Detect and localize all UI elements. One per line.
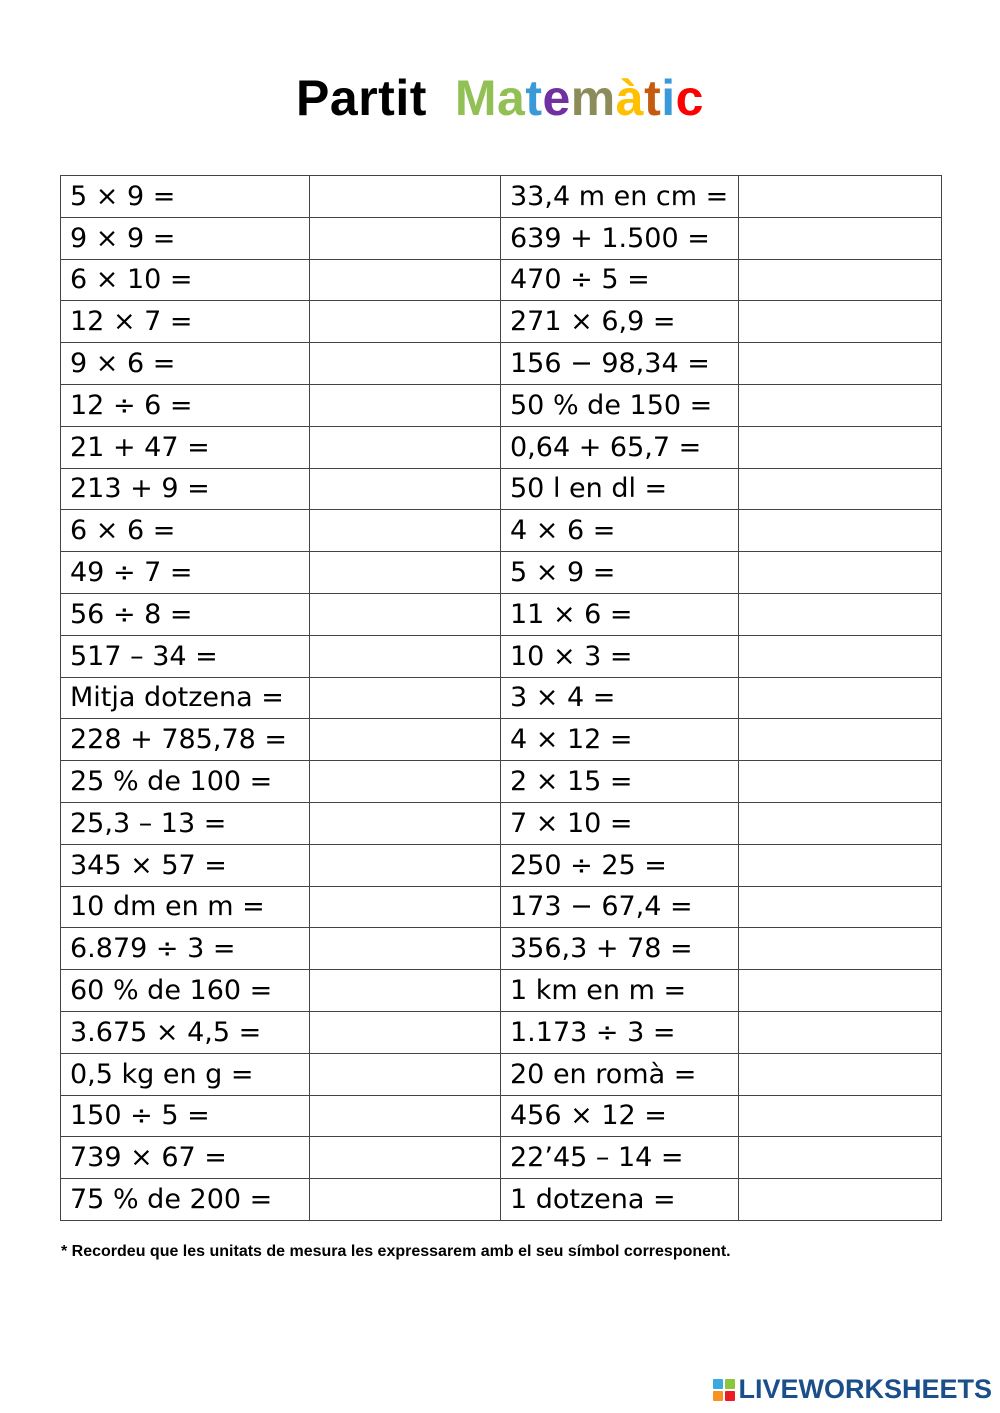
left-answer-cell[interactable] — [310, 1011, 501, 1053]
right-answer-cell[interactable] — [739, 343, 942, 385]
right-answer-cell[interactable] — [739, 468, 942, 510]
left-answer-cell[interactable] — [310, 970, 501, 1012]
left-question: 213 + 9 = — [61, 468, 310, 510]
title-word-matematic — [455, 70, 704, 126]
left-answer-cell[interactable] — [310, 886, 501, 928]
left-answer-cell[interactable] — [310, 677, 501, 719]
left-answer-cell[interactable] — [310, 426, 501, 468]
right-question: 470 ÷ 5 = — [501, 259, 739, 301]
right-answer-cell[interactable] — [739, 1095, 942, 1137]
left-answer-cell[interactable] — [310, 635, 501, 677]
left-answer-cell[interactable] — [310, 384, 501, 426]
left-answer-cell[interactable] — [310, 1095, 501, 1137]
table-row — [61, 886, 942, 928]
left-question: 21 + 47 = — [61, 426, 310, 468]
left-answer-cell[interactable] — [310, 176, 501, 218]
left-answer-cell[interactable] — [310, 761, 501, 803]
right-question: 11 × 6 = — [501, 593, 739, 635]
right-question: 1 km en m = — [501, 970, 739, 1012]
left-question: 60 % de 160 = — [61, 970, 310, 1012]
title-letter: m — [570, 70, 616, 126]
right-answer-cell[interactable] — [739, 217, 942, 259]
title-letter: a — [497, 70, 526, 126]
left-answer-cell[interactable] — [310, 928, 501, 970]
right-answer-cell[interactable] — [739, 1053, 942, 1095]
left-question: Mitja dotzena = — [61, 677, 310, 719]
left-question: 12 ÷ 6 = — [61, 384, 310, 426]
table-row — [61, 552, 942, 594]
left-question: 345 × 57 = — [61, 844, 310, 886]
table-row — [61, 259, 942, 301]
table-row — [61, 802, 942, 844]
title-letter: à — [615, 70, 645, 126]
title-word-partit: Partit — [296, 70, 427, 126]
right-question: 4 × 6 = — [501, 510, 739, 552]
right-answer-cell[interactable] — [739, 1137, 942, 1179]
table-row — [61, 844, 942, 886]
right-question: 10 × 3 = — [501, 635, 739, 677]
table-row — [61, 1011, 942, 1053]
left-question: 150 ÷ 5 = — [61, 1095, 310, 1137]
table-row — [61, 761, 942, 803]
title-letter: t — [644, 70, 662, 126]
left-question: 6 × 6 = — [61, 510, 310, 552]
exercise-table — [60, 175, 942, 1221]
right-question: 4 × 12 = — [501, 719, 739, 761]
right-question: 1 dotzena = — [501, 1179, 739, 1221]
right-question: 2 × 15 = — [501, 761, 739, 803]
left-question: 12 × 7 = — [61, 301, 310, 343]
left-answer-cell[interactable] — [310, 510, 501, 552]
right-answer-cell[interactable] — [739, 970, 942, 1012]
right-answer-cell[interactable] — [739, 635, 942, 677]
left-question: 9 × 6 = — [61, 343, 310, 385]
table-row — [61, 510, 942, 552]
title-letter: c — [675, 70, 704, 126]
table-row — [61, 970, 942, 1012]
logo-square — [725, 1391, 735, 1401]
left-question: 5 × 9 = — [61, 176, 310, 218]
right-question: 456 × 12 = — [501, 1095, 739, 1137]
left-question: 0,5 kg en g = — [61, 1053, 310, 1095]
table-row — [61, 176, 942, 218]
right-question: 271 × 6,9 = — [501, 301, 739, 343]
left-question: 6 × 10 = — [61, 259, 310, 301]
left-answer-cell[interactable] — [310, 1137, 501, 1179]
right-answer-cell[interactable] — [739, 301, 942, 343]
title-letter: e — [542, 70, 571, 126]
right-answer-cell[interactable] — [739, 1011, 942, 1053]
right-question: 1.173 ÷ 3 = — [501, 1011, 739, 1053]
right-answer-cell[interactable] — [739, 510, 942, 552]
right-question: 5 × 9 = — [501, 552, 739, 594]
left-question: 25 % de 100 = — [61, 761, 310, 803]
title-letter: M — [454, 70, 498, 126]
right-answer-cell[interactable] — [739, 761, 942, 803]
table-row — [61, 719, 942, 761]
table-row — [61, 593, 942, 635]
left-answer-cell[interactable] — [310, 719, 501, 761]
table-row — [61, 928, 942, 970]
table-row — [61, 468, 942, 510]
logo-square — [713, 1379, 723, 1389]
left-question: 49 ÷ 7 = — [61, 552, 310, 594]
right-question: 20 en romà = — [501, 1053, 739, 1095]
logo-square — [725, 1379, 735, 1389]
left-answer-cell[interactable] — [310, 1053, 501, 1095]
liveworksheets-logo — [713, 1374, 992, 1405]
right-answer-cell[interactable] — [739, 426, 942, 468]
table-row — [61, 1095, 942, 1137]
right-question: 3 × 4 = — [501, 677, 739, 719]
right-answer-cell[interactable] — [739, 552, 942, 594]
left-answer-cell[interactable] — [310, 343, 501, 385]
left-answer-cell[interactable] — [310, 844, 501, 886]
left-question: 517 – 34 = — [61, 635, 310, 677]
left-question: 228 + 785,78 = — [61, 719, 310, 761]
right-question: 7 × 10 = — [501, 802, 739, 844]
table-row — [61, 635, 942, 677]
right-question: 22’45 – 14 = — [501, 1137, 739, 1179]
right-question: 50 % de 150 = — [501, 384, 739, 426]
right-answer-cell[interactable] — [739, 259, 942, 301]
right-question: 156 − 98,34 = — [501, 343, 739, 385]
left-answer-cell[interactable] — [310, 593, 501, 635]
left-answer-cell[interactable] — [310, 802, 501, 844]
left-answer-cell[interactable] — [310, 259, 501, 301]
left-answer-cell[interactable] — [310, 468, 501, 510]
title-letter: i — [661, 70, 676, 126]
right-question: 33,4 m en cm = — [501, 176, 739, 218]
left-question: 56 ÷ 8 = — [61, 593, 310, 635]
right-answer-cell[interactable] — [739, 593, 942, 635]
left-question: 10 dm en m = — [61, 886, 310, 928]
right-answer-cell[interactable] — [739, 928, 942, 970]
left-question: 739 × 67 = — [61, 1137, 310, 1179]
right-question: 173 − 67,4 = — [501, 886, 739, 928]
table-row — [61, 301, 942, 343]
right-answer-cell[interactable] — [739, 176, 942, 218]
right-question: 356,3 + 78 = — [501, 928, 739, 970]
table-row — [61, 343, 942, 385]
right-answer-cell[interactable] — [739, 802, 942, 844]
right-question: 50 l en dl = — [501, 468, 739, 510]
left-answer-cell[interactable] — [310, 1179, 501, 1221]
left-question: 9 × 9 = — [61, 217, 310, 259]
right-answer-cell[interactable] — [739, 677, 942, 719]
liveworksheets-logo-icon — [713, 1379, 735, 1401]
title-letter: t — [525, 70, 543, 126]
right-question: 0,64 + 65,7 = — [501, 426, 739, 468]
right-answer-cell[interactable] — [739, 886, 942, 928]
right-answer-cell[interactable] — [739, 1179, 942, 1221]
table-row — [61, 426, 942, 468]
right-answer-cell[interactable] — [739, 384, 942, 426]
right-question: 250 ÷ 25 = — [501, 844, 739, 886]
right-question: 639 + 1.500 = — [501, 217, 739, 259]
table-row — [61, 1137, 942, 1179]
left-answer-cell[interactable] — [310, 217, 501, 259]
table-row — [61, 217, 942, 259]
right-answer-cell[interactable] — [739, 719, 942, 761]
left-question: 25,3 – 13 = — [61, 802, 310, 844]
left-answer-cell[interactable] — [310, 552, 501, 594]
worksheet-title — [0, 68, 1000, 128]
left-question: 75 % de 200 = — [61, 1179, 310, 1221]
units-note: * Recordeu que les unitats de mesura les expressarem amb el seu símbol corresponent. — [61, 1243, 731, 1260]
table-row — [61, 384, 942, 426]
table-row — [61, 1179, 942, 1221]
left-answer-cell[interactable] — [310, 301, 501, 343]
right-answer-cell[interactable] — [739, 844, 942, 886]
table-row — [61, 1053, 942, 1095]
left-question: 3.675 × 4,5 = — [61, 1011, 310, 1053]
logo-square — [713, 1391, 723, 1401]
left-question: 6.879 ÷ 3 = — [61, 928, 310, 970]
table-row — [61, 677, 942, 719]
brand-name: LIVEWORKSHEETS — [738, 1374, 992, 1404]
